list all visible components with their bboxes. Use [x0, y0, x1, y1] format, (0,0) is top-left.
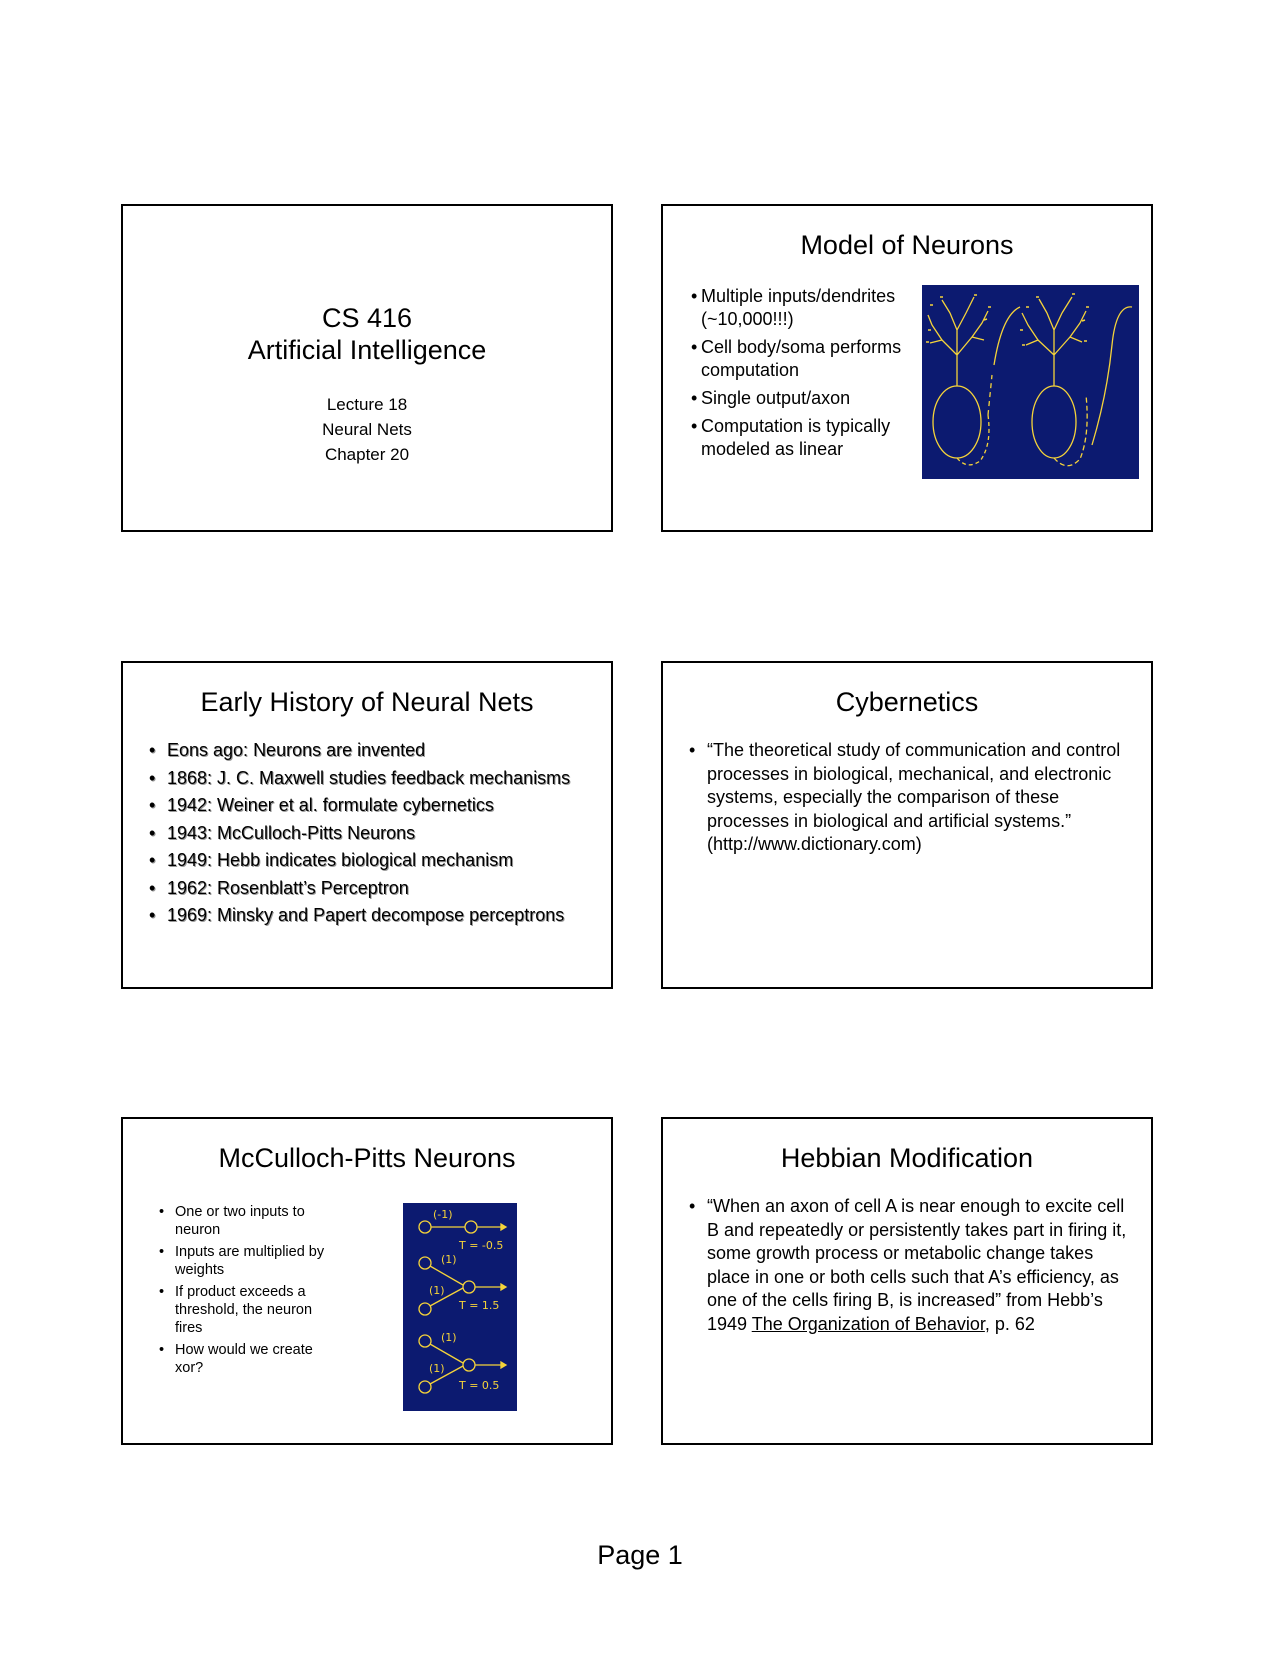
diagram-label: T = -0.5: [459, 1239, 504, 1252]
list-item: • 1949: Hebb indicates biological mechanism: [149, 850, 514, 870]
book-title: The Organization of Behavior: [751, 1313, 985, 1334]
list-item: • Eons ago: Neurons are invented: [149, 740, 426, 760]
slide-heading: Early History of Neural Nets: [200, 687, 534, 717]
diagram-label: T = 1.5: [459, 1299, 500, 1312]
diagram-label: (1): [429, 1362, 445, 1375]
list-item: • If product exceeds a threshold, the neuron fires: [159, 1284, 313, 1336]
list-item: • 1969: Minsky and Papert decompose perceptrons: [149, 905, 565, 925]
course-code: CS 416: [321, 303, 413, 333]
hebb-quote: • “When an axon of cell A is near enough to excite cell B and repeatedly or persistently takes part in firing it, some growth process or metabolic change takes place in one or both cells such that A’s efficiency, as one of the cells firing B, is increased” from Hebb’s 1949 The Organization of Behavior, p. 62: [689, 1196, 1127, 1334]
neuron-illustration: [922, 285, 1139, 479]
list-item: • One or two inputs to neuron: [159, 1204, 305, 1238]
list-item: • Single output/axon: [691, 388, 851, 408]
slide-heading: Cybernetics: [835, 687, 979, 717]
slide-early-history: [121, 661, 613, 989]
slide-mcculloch-pitts: [121, 1117, 613, 1445]
list-item: • Inputs are multiplied by weights: [159, 1244, 325, 1278]
slide-heading: Model of Neurons: [800, 230, 1014, 260]
lecture-number: Lecture 18: [326, 395, 408, 414]
neuron-gate-diagram: [403, 1203, 517, 1411]
list-item: • Cell body/soma performs computation: [691, 337, 902, 380]
diagram-label: (1): [429, 1284, 445, 1297]
slide-hebbian-modification: [661, 1117, 1153, 1445]
diagram-label: (1): [441, 1253, 457, 1266]
list-item: • 1943: McCulloch-Pitts Neurons: [149, 822, 416, 843]
lecture-topic: Neural Nets: [322, 420, 412, 439]
diagram-label: T = 0.5: [459, 1379, 500, 1392]
list-item: • Multiple inputs/dendrites (~10,000!!!): [691, 286, 896, 329]
bullet-list: [691, 285, 927, 466]
slide-heading: Hebbian Modification: [780, 1143, 1034, 1173]
diagram-label: (-1): [433, 1208, 453, 1221]
list-item: • 1962: Rosenblatt’s Perceptron: [149, 877, 409, 898]
slide-heading: McCulloch-Pitts Neurons: [218, 1143, 516, 1173]
slide-cybernetics: [661, 661, 1153, 989]
diagram-label: (1): [441, 1331, 457, 1344]
slide-model-of-neurons: [661, 204, 1153, 532]
bullet-list: [149, 739, 589, 932]
list-item: • Computation is typically modeled as linear: [691, 416, 891, 459]
chapter-label: Chapter 20: [324, 445, 410, 464]
course-name: Artificial Intelligence: [247, 335, 487, 365]
list-item: • 1942: Weiner et al. formulate cybernetics: [149, 795, 494, 815]
bullet-list: [159, 1203, 329, 1381]
definition-quote: • “The theoretical study of communication and control processes in biological, mechanical, and electronic systems, especially the comparison of these processes in biological and artificial systems.” (http://www.dictionary.com): [689, 740, 1121, 854]
list-item: • 1868: J. C. Maxwell studies feedback mechanisms: [149, 767, 571, 788]
page-number: Page 1: [597, 1540, 683, 1570]
slide-title: [121, 204, 613, 532]
list-item: • How would we create xor?: [159, 1342, 313, 1376]
